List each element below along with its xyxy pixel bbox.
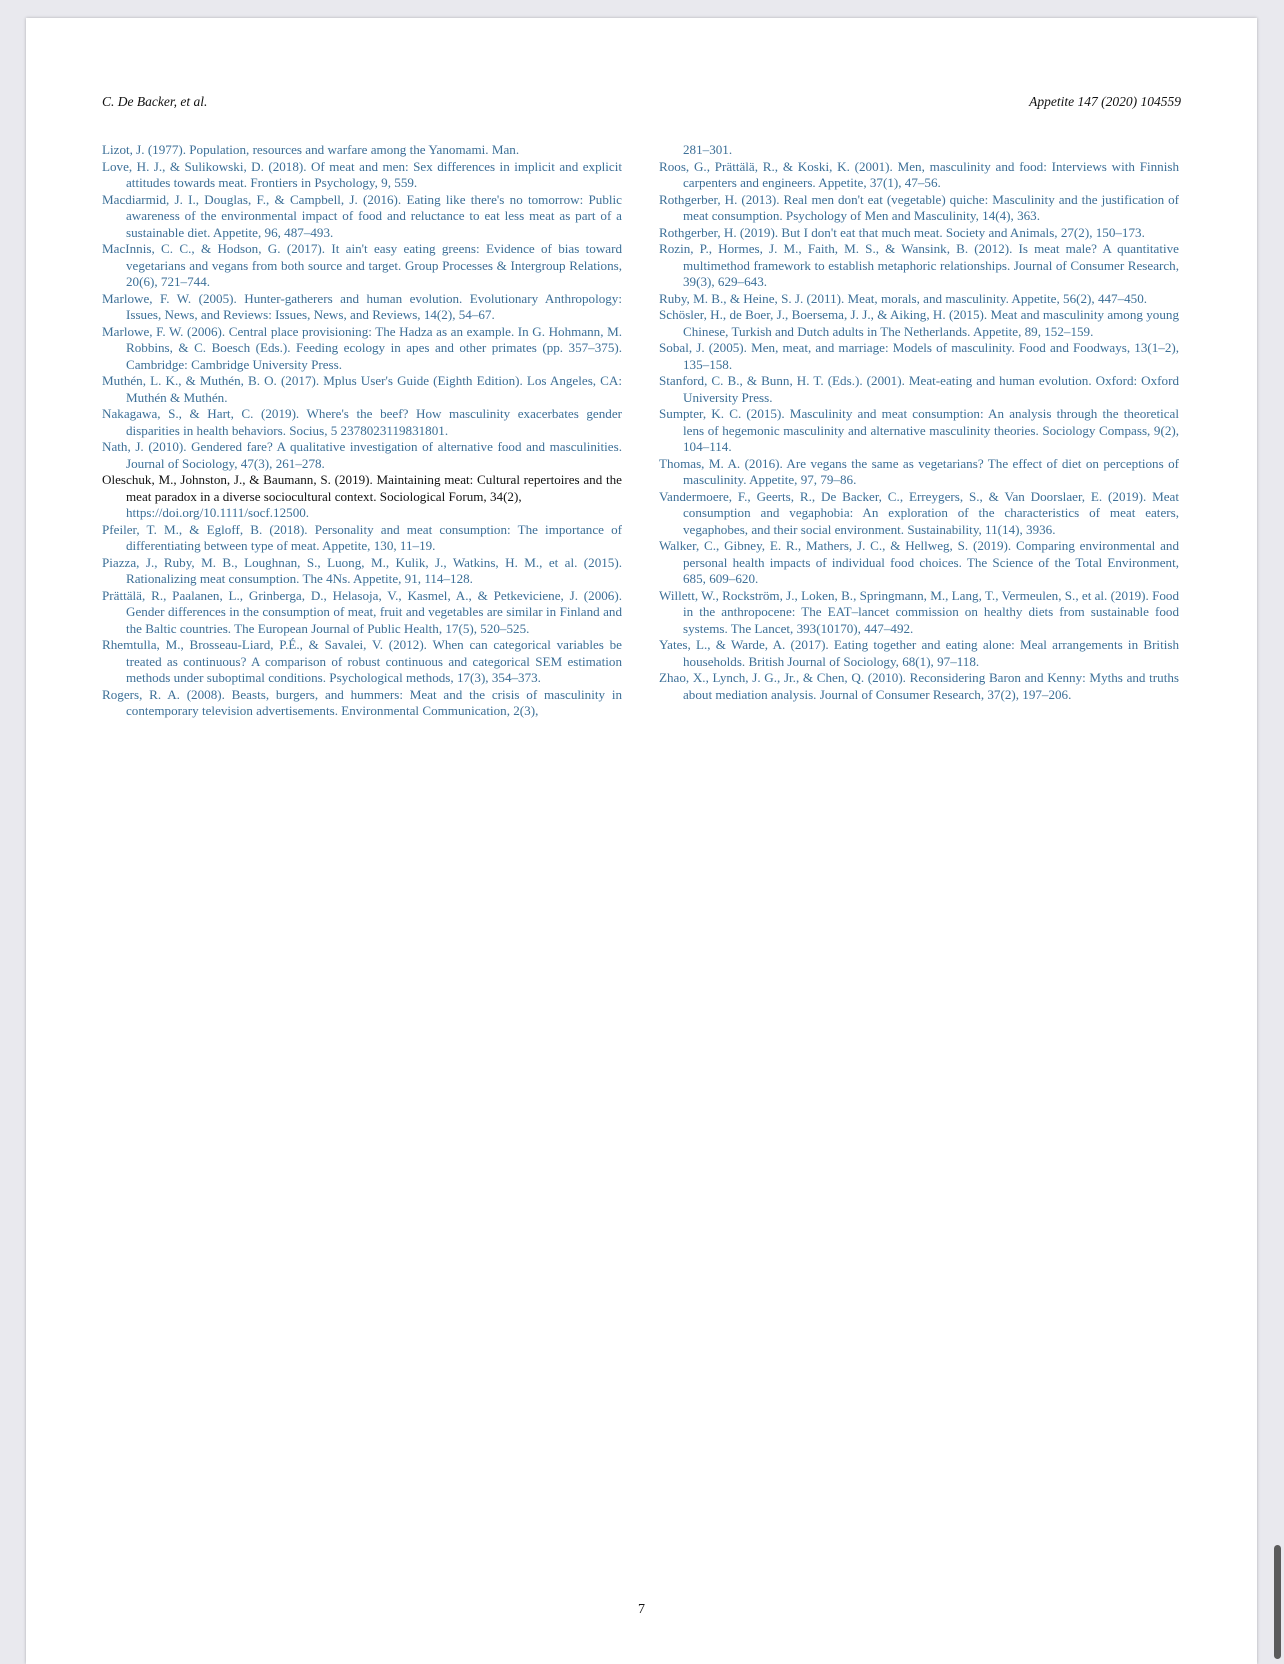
reference-entry[interactable]: Marlowe, F. W. (2006). Central place provisioning: The Hadza as an example. In G. Hohmann, M. Robbins, & C. Boesch (Eds.). Feeding ecology in apes and other primates (pp. 357–375). Cambridge: Cambridge University Press.: [102, 323, 622, 372]
reference-entry[interactable]: Rozin, P., Hormes, J. M., Faith, M. S., & Wansink, B. (2012). Is meat male? A quantitative multimethod framework to establish metaphoric relationships. Journal of Consumer Research, 39(3), 629–643.: [659, 241, 1179, 289]
reference-entry[interactable]: Zhao, X., Lynch, J. G., Jr., & Chen, Q. (2010). Reconsidering Baron and Kenny: Myths and truths about mediation analysis. Journal of Consumer Research, 37(2), 197–206.: [659, 670, 1179, 702]
reference-entry[interactable]: Rogers, R. A. (2008). Beasts, burgers, and hummers: Meat and the crisis of masculinity in contemporary television advertisements. Environmental Communication, 2(3),: [102, 686, 622, 718]
reference-entry[interactable]: Rothgerber, H. (2019). But I don't eat that much meat. Society and Animals, 27(2), 150–173.: [659, 224, 1145, 240]
reference-entry[interactable]: Willett, W., Rockström, J., Loken, B., Springmann, M., Lang, T., Vermeulen, S., et al. (2019). Food in the anthropocene: The EAT–lancet commission on healthy diets from sustainable food systems. The Lancet, 393(10170), 447–492.: [659, 587, 1179, 636]
running-header: [102, 94, 1181, 110]
references-left-column: [102, 142, 622, 720]
reference-entry[interactable]: Marlowe, F. W. (2005). Hunter-gatherers and human evolution. Evolutionary Anthropology: Issues, News, and Reviews: Issues, News, and Reviews, 14(2), 54–67.: [102, 290, 622, 322]
reference-entry[interactable]: MacInnis, C. C., & Hodson, G. (2017). It ain't easy eating greens: Evidence of bias toward vegetarians and vegans from both source and target. Group Processes & Intergroup Relations, 20(6), 721–744.: [102, 241, 622, 289]
reference-entry[interactable]: Sumpter, K. C. (2015). Masculinity and meat consumption: An analysis through the theoretical lens of hegemonic masculinity and alternative masculinity theories. Sociology Compass, 9(2), 104–114.: [659, 406, 1179, 454]
doi-link[interactable]: https://doi.org/10.1111/socf.12500.: [126, 505, 310, 520]
reference-entry-unlinked: Oleschuk, M., Johnston, J., & Baumann, S. (2019). Maintaining meat: Cultural repertoires and the meat paradox in a diverse sociocultural context. Sociological Forum, 34(2),: [102, 472, 622, 504]
vertical-scrollbar-thumb[interactable]: [1274, 1545, 1281, 1659]
reference-entry[interactable]: Love, H. J., & Sulikowski, D. (2018). Of meat and men: Sex differences in implicit and explicit attitudes towards meat. Frontiers in Psychology, 9, 559.: [102, 158, 622, 190]
reference-entry[interactable]: Muthén, L. K., & Muthén, B. O. (2017). Mplus User's Guide (Eighth Edition). Los Angeles, CA: Muthén & Muthén.: [102, 373, 622, 405]
reference-entry[interactable]: Nath, J. (2010). Gendered fare? A qualitative investigation of alternative food and masculinities. Journal of Sociology, 47(3), 261–278.: [102, 439, 622, 471]
reference-entry[interactable]: Sobal, J. (2005). Men, meat, and marriage: Models of masculinity. Food and Foodways, 13(1–2), 135–158.: [659, 340, 1179, 372]
reference-continuation[interactable]: 281–301.: [683, 142, 733, 157]
reference-entry[interactable]: Schösler, H., de Boer, J., Boersema, J. J., & Aiking, H. (2015). Meat and masculinity among young Chinese, Turkish and Dutch adults in The Netherlands. Appetite, 89, 152–159.: [659, 307, 1179, 339]
reference-entry[interactable]: Prättälä, R., Paalanen, L., Grinberga, D., Helasoja, V., Kasmel, A., & Petkeviciene, J. (2006). Gender differences in the consumption of meat, fruit and vegetables are similar in Finland and the Baltic countries. The European Journal of Public Health, 17(5), 520–525.: [102, 587, 622, 636]
document-page: [26, 18, 1257, 1664]
reference-entry[interactable]: Yates, L., & Warde, A. (2017). Eating together and eating alone: Meal arrangements in British households. British Journal of Sociology, 68(1), 97–118.: [659, 637, 1179, 669]
reference-entry[interactable]: Stanford, C. B., & Bunn, H. T. (Eds.). (2001). Meat-eating and human evolution. Oxford: Oxford University Press.: [659, 373, 1179, 405]
reference-entry[interactable]: Vandermoere, F., Geerts, R., De Backer, C., Erreygers, S., & Van Doorslaer, E. (2019). Meat consumption and vegaphobia: An exploration of the characteristics of meat eaters, vegaphobes, and their social environment. Sustainability, 11(14), 3936.: [659, 488, 1179, 537]
reference-entry[interactable]: Walker, C., Gibney, E. R., Mathers, J. C., & Hellweg, S. (2019). Comparing environmental and personal health impacts of individual food choices. The Science of the Total Environment, 685, 609–620.: [659, 538, 1179, 586]
reference-entry[interactable]: Roos, G., Prättälä, R., & Koski, K. (2001). Men, masculinity and food: Interviews with Finnish carpenters and engineers. Appetite, 37(1), 47–56.: [659, 158, 1179, 190]
reference-entry[interactable]: Rothgerber, H. (2013). Real men don't eat (vegetable) quiche: Masculinity and the justification of meat consumption. Psychology of Men and Masculinity, 14(4), 363.: [659, 191, 1179, 223]
header-journal: Appetite 147 (2020) 104559: [1029, 94, 1181, 109]
reference-entry[interactable]: Ruby, M. B., & Heine, S. J. (2011). Meat, morals, and masculinity. Appetite, 56(2), 447–450.: [659, 290, 1148, 306]
page-number: 7: [638, 1602, 645, 1617]
references-right-column: [659, 142, 1179, 703]
reference-entry[interactable]: Thomas, M. A. (2016). Are vegans the same as vegetarians? The effect of diet on perceptions of masculinity. Appetite, 97, 79–86.: [659, 455, 1179, 487]
header-authors: C. De Backer, et al.: [102, 94, 208, 109]
reference-entry[interactable]: Rhemtulla, M., Brosseau-Liard, P.É., & Savalei, V. (2012). When can categorical variables be treated as continuous? A comparison of robust continuous and categorical SEM estimation methods under suboptimal conditions. Psychological methods, 17(3), 354–373.: [102, 637, 622, 685]
reference-entry[interactable]: Macdiarmid, J. I., Douglas, F., & Campbell, J. (2016). Eating like there's no tomorrow: Public awareness of the environmental impact of food and reluctance to eat less meat as part of a sustainable diet. Appetite, 96, 487–493.: [102, 191, 622, 240]
reference-entry[interactable]: Piazza, J., Ruby, M. B., Loughnan, S., Luong, M., Kulik, J., Watkins, H. M., et al. (2015). Rationalizing meat consumption. The 4Ns. Appetite, 91, 114–128.: [102, 554, 622, 586]
reference-entry[interactable]: Pfeiler, T. M., & Egloff, B. (2018). Personality and meat consumption: The importance of differentiating between type of meat. Appetite, 130, 11–19.: [102, 521, 622, 553]
reference-entry[interactable]: Nakagawa, S., & Hart, C. (2019). Where's the beef? How masculinity exacerbates gender disparities in health behaviors. Socius, 5 2378023119831801.: [102, 406, 622, 438]
reference-entry[interactable]: Lizot, J. (1977). Population, resources and warfare among the Yanomami. Man.: [102, 142, 520, 157]
